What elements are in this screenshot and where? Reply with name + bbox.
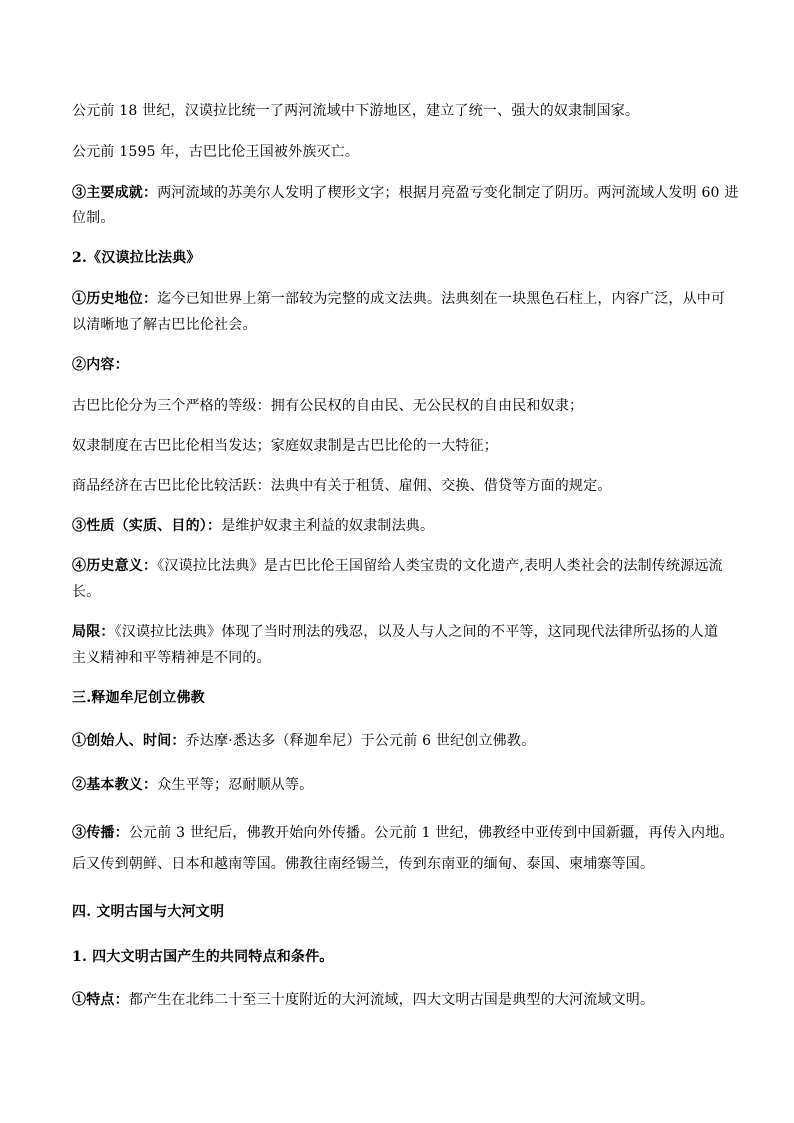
bold-label: ④历史意义： <box>72 558 158 574</box>
heading-text: 三.释迦牟尼创立佛教 <box>72 690 205 706</box>
heading-text: 2.《汉谟拉比法典》 <box>72 250 201 266</box>
paragraph-line <box>72 431 732 461</box>
text: 是维护奴隶主利益的奴隶制法典。 <box>221 518 435 534</box>
bold-label: ③传播： <box>72 825 129 841</box>
paragraph-line <box>72 849 732 879</box>
paragraph-line <box>72 137 732 167</box>
text: 古巴比伦分为三个严格的等级：拥有公民权的自由民、无公民权的自由民和奴隶； <box>72 398 584 414</box>
bold-label: ①创始人、时间： <box>72 733 186 749</box>
paragraph-line <box>72 770 732 800</box>
text: 《汉谟拉比法典》是古巴比伦王国留给人类宝贵的文化遗产,表明人类社会的法制传统源远流 <box>157 558 723 574</box>
section-heading <box>72 897 732 927</box>
paragraph-line <box>72 471 732 501</box>
bold-label: ②基本教义： <box>72 777 158 793</box>
text: 众生平等；忍耐顺从等。 <box>157 777 314 793</box>
text: 长。 <box>72 584 101 600</box>
bold-label: ①历史地位： <box>72 291 158 307</box>
section-heading <box>72 683 732 713</box>
text: 后又传到朝鲜、日本和越南等国。佛教往南经锡兰，传到东南亚的缅甸、泰国、柬埔寨等国。 <box>72 856 655 872</box>
paragraph-line <box>72 203 732 233</box>
text: 都产生在北纬二十至三十度附近的大河流域，四大文明古国是典型的大河流域文明。 <box>128 992 655 1008</box>
paragraph-line <box>72 643 732 673</box>
text: 奴隶制度在古巴比伦相当发达；家庭奴隶制是古巴比伦的一大特征； <box>72 438 498 454</box>
bold-label: ①特点： <box>72 992 129 1008</box>
section-heading <box>72 942 732 972</box>
paragraph-line <box>72 96 732 126</box>
bold-label: ③主要成就： <box>72 185 158 201</box>
paragraph-line <box>72 577 732 607</box>
text: 公元前 3 世纪后，佛教开始向外传播。公元前 1 世纪，佛教经中亚传到中国新疆，再传入内地。 <box>128 825 734 841</box>
text: 两河流域的苏美尔人发明了楔形文字；根据月亮盈亏变化制定了阴历。两河流域人发明 60 进 <box>157 185 739 201</box>
paragraph-line <box>72 985 732 1015</box>
paragraph-line <box>72 818 732 848</box>
text: 乔达摩·悉达多（释迦牟尼）于公元前 6 世纪创立佛教。 <box>185 733 536 749</box>
text: 以清晰地了解古巴比伦社会。 <box>72 317 257 333</box>
bold-label: ③性质（实质、目的）： <box>72 518 222 534</box>
text: 《汉谟拉比法典》体现了当时刑法的残忍，以及人与人之间的不平等，这同现代法律所弘扬的人道 <box>114 624 719 640</box>
text: 位制。 <box>72 210 115 226</box>
text: 公元前 18 世纪，汉谟拉比统一了两河流域中下游地区，建立了统一、强大的奴隶制国家。 <box>72 103 640 119</box>
text: 公元前 1595 年，古巴比伦王国被外族灭亡。 <box>72 144 360 160</box>
paragraph-line <box>72 511 732 541</box>
text: 迄今已知世界上第一部较为完整的成文法典。法典刻在一块黑色石柱上，内容广泛，从中可 <box>157 291 726 307</box>
heading-text: 四. 文明古国与大河文明 <box>72 904 225 920</box>
text: 主义精神和平等精神是不同的。 <box>72 650 271 666</box>
subheading-text: ②内容： <box>72 357 129 373</box>
paragraph-line <box>72 726 732 756</box>
subheading <box>72 350 732 380</box>
text: 商品经济在古巴比伦比较活跃：法典中有关于租赁、雇佣、交换、借贷等方面的规定。 <box>72 478 612 494</box>
heading-text: 1. 四大文明古国产生的共同特点和条件。 <box>72 949 334 965</box>
section-heading <box>72 243 732 273</box>
bold-label: 局限： <box>72 624 115 640</box>
paragraph-line <box>72 391 732 421</box>
paragraph-line <box>72 310 732 340</box>
